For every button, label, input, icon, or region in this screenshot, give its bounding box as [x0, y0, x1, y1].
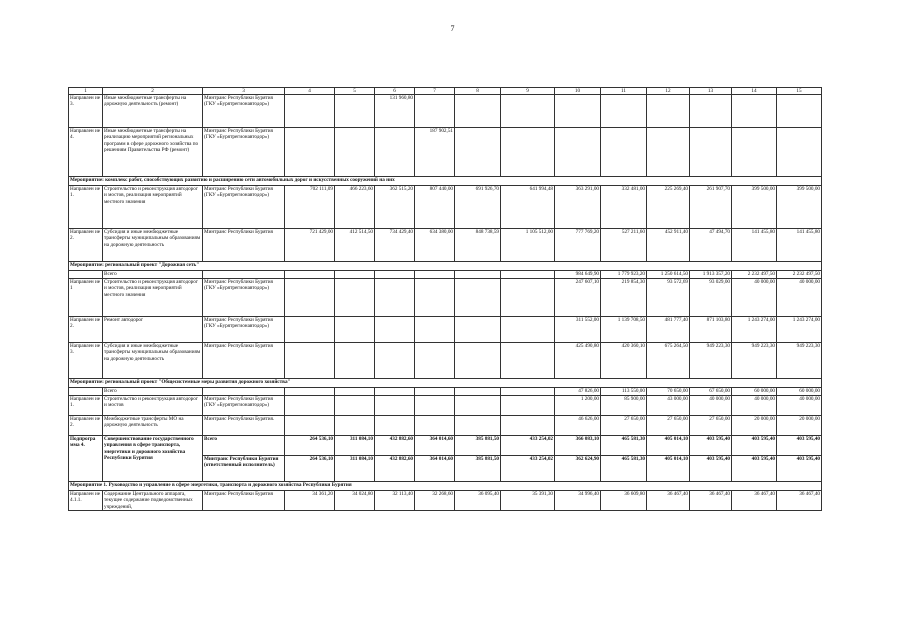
row-value: 403 595,40: [732, 436, 777, 456]
row-value: 807 440,00: [415, 186, 455, 229]
row-value: 777 769,20: [555, 229, 601, 262]
row-code: [69, 388, 103, 396]
section-title: Мероприятие: комплекс работ, способствующих развитию и расширению сети автомобильных дорог и искусственных сооружений на них: [69, 177, 822, 186]
row-title: Ремонт автодорог: [103, 317, 203, 343]
row-value: 131 960,80: [375, 95, 415, 128]
row-value: 1 139 708,50: [601, 317, 647, 343]
row-code: Направлен ие 1.: [69, 396, 103, 416]
row-value: 141 455,80: [732, 229, 777, 262]
row-value: 2 232 497,50: [777, 271, 822, 279]
row-value: [455, 343, 501, 379]
row-value: 2 232 497,50: [732, 271, 777, 279]
row-value: [285, 416, 335, 436]
subprogram-executor: Минтранс Республики Бурятия (ответственный исполнитель): [203, 456, 285, 482]
row-value: [415, 95, 455, 128]
row-value: [335, 271, 375, 279]
row-value: [285, 128, 335, 177]
row-value: [732, 95, 777, 128]
row-value: 332 481,00: [601, 186, 647, 229]
column-number: 6: [375, 88, 415, 95]
row-value: 364 014,60: [415, 436, 455, 456]
row-executor: [203, 388, 285, 396]
row-value: [375, 396, 415, 416]
row-code: Направлен ие 3.: [69, 95, 103, 128]
row-value: 634 380,00: [415, 229, 455, 262]
row-executor: Минтранс Республики Бурятия (ГКУ «Бурятрегионавтодор»): [203, 279, 285, 317]
row-value: 1 200,00: [555, 396, 601, 416]
row-value: [501, 317, 555, 343]
row-value: [335, 279, 375, 317]
row-value: [501, 279, 555, 317]
row-value: [375, 317, 415, 343]
row-value: 141 455,80: [777, 229, 822, 262]
row-value: 219 854,30: [601, 279, 647, 317]
row-value: [415, 317, 455, 343]
row-value: 691 926,70: [455, 186, 501, 229]
column-number-row: [69, 88, 822, 95]
row-value: 1 250 614,50: [647, 271, 690, 279]
row-title: Иные межбюджетные трансферты на дорожную деятельность (ремонт): [103, 95, 203, 128]
row-value: 871 103,80: [690, 317, 732, 343]
row-value: [375, 388, 415, 396]
section-header-row: [69, 177, 822, 186]
row-title: Субсидия и иные межбюджетные трансферты муниципальным образованиям на дорожную деятельность: [103, 343, 203, 379]
row-value: [285, 279, 335, 317]
table-row: [69, 388, 822, 396]
column-number: 15: [777, 88, 822, 95]
section-header-row: [69, 482, 822, 491]
row-value: [690, 128, 732, 177]
section-header-row: [69, 379, 822, 388]
row-value: [647, 128, 690, 177]
row-title: Строительство и реконструкция автодорог и мостов: [103, 396, 203, 416]
budget-table: [68, 87, 822, 511]
row-value: 261 907,70: [690, 186, 732, 229]
row-total-label: Всего: [103, 388, 203, 396]
row-value: 363 291,00: [555, 186, 601, 229]
table-row: [69, 95, 822, 128]
row-value: [555, 95, 601, 128]
row-executor: Минтранс Республики Бурятия: [203, 343, 285, 379]
column-number: 1: [69, 88, 103, 95]
column-number: 8: [455, 88, 501, 95]
row-executor: Минтранс Республики Бурятия (ГКУ «Бурятрегионавтодор»): [203, 186, 285, 229]
row-value: [285, 95, 335, 128]
row-value: [501, 388, 555, 396]
row-value: [455, 95, 501, 128]
column-number: 3: [203, 88, 285, 95]
row-code: Направлен ие 2.: [69, 416, 103, 436]
subprogram-name: Совершенствование государственного управления в сфере транспорта, энергетики и дорожного хозяйства Республики Бурятия: [103, 436, 203, 482]
row-value: [335, 343, 375, 379]
row-title: Содержание Центрального аппарата, текущее содержание подведомственных учреждений,: [103, 491, 203, 511]
row-title: Межбюджетные трансферты МО на дорожную деятельность: [103, 416, 203, 436]
row-value: [501, 128, 555, 177]
column-number: 12: [647, 88, 690, 95]
row-executor: Минтранс Республики Бурятия: [203, 491, 285, 511]
section-header-row: [69, 262, 822, 271]
row-value: 1 243 274,00: [777, 317, 822, 343]
row-value: 405 014,10: [647, 456, 690, 482]
subprogram-row-total: [69, 436, 822, 456]
row-value: 40 000,00: [777, 279, 822, 317]
column-number: 11: [601, 88, 647, 95]
row-value: [375, 416, 415, 436]
row-value: 412 514,50: [335, 229, 375, 262]
row-value: [335, 396, 375, 416]
row-total-label: Всего: [103, 271, 203, 279]
row-value: 432 882,60: [375, 436, 415, 456]
row-value: 465 581,30: [601, 456, 647, 482]
row-value: 27 650,00: [647, 416, 690, 436]
row-code: Направлен ие 1.: [69, 186, 103, 229]
row-value: [375, 128, 415, 177]
row-value: 20 000,00: [777, 416, 822, 436]
row-value: 385 881,50: [455, 456, 501, 482]
row-executor: Минтранс Республики Бурятия (ГКУ «Бурятрегионавтодор»): [203, 396, 285, 416]
row-value: 264 536,10: [285, 436, 335, 456]
row-title: Субсидия и иные межбюджетные трансферты муниципальным образованиям на дорожную деятельность: [103, 229, 203, 262]
row-value: 34 361,20: [285, 491, 335, 511]
row-value: 364 014,60: [415, 456, 455, 482]
column-number: 4: [285, 88, 335, 95]
section-title: Мероприятие: региональный проект "Общесистемные меры развития дорожного хозяйства": [69, 379, 822, 388]
row-value: 403 595,40: [690, 436, 732, 456]
row-code: Направлен ие 4.: [69, 128, 103, 177]
row-value: 93 029,00: [690, 279, 732, 317]
row-value: 675 264,50: [647, 343, 690, 379]
row-value: 36 467,40: [690, 491, 732, 511]
row-value: [415, 416, 455, 436]
row-value: 399 500,00: [777, 186, 822, 229]
row-value: [555, 128, 601, 177]
column-number: 14: [732, 88, 777, 95]
row-value: [335, 416, 375, 436]
row-value: [375, 271, 415, 279]
row-value: 40 000,00: [732, 396, 777, 416]
row-value: [455, 279, 501, 317]
row-title: Иные межбюджетные трансферты на реализацию мероприятий региональных программ в сфере дорожного хозяйства по решениям Правительства РФ (ремонт): [103, 128, 203, 177]
row-value: 432 882,60: [375, 456, 415, 482]
table-row: [69, 491, 822, 511]
row-executor: Минтранс Республики Бурятия: [203, 229, 285, 262]
row-code: Направлен ие 3.: [69, 343, 103, 379]
row-executor: Минтранс Республики Бурятия (ГКУ «Бурятрегионавтодор»): [203, 128, 285, 177]
row-code: Направлен ие 1: [69, 279, 103, 317]
row-title: Строительство и реконструкция автодорог и мостов, реализация мероприятий местного значения: [103, 279, 203, 317]
row-value: [601, 95, 647, 128]
row-value: [455, 416, 501, 436]
row-value: 425 490,80: [555, 343, 601, 379]
row-value: [285, 388, 335, 396]
row-value: 527 211,60: [601, 229, 647, 262]
row-value: [375, 279, 415, 317]
row-value: [415, 271, 455, 279]
row-value: 949 223,30: [690, 343, 732, 379]
row-value: 113 550,00: [601, 388, 647, 396]
row-value: 32 113,40: [375, 491, 415, 511]
column-number: 9: [501, 88, 555, 95]
row-value: [335, 388, 375, 396]
row-value: [501, 271, 555, 279]
row-value: [455, 271, 501, 279]
table-row: [69, 343, 822, 379]
row-executor: Минтранс Республики Бурятия (ГКУ «Бурятрегионавтодор»): [203, 317, 285, 343]
row-value: 43 000,00: [647, 396, 690, 416]
row-value: 403 595,40: [732, 456, 777, 482]
row-value: 264 536,10: [285, 456, 335, 482]
row-value: 67 650,00: [690, 388, 732, 396]
table-row: [69, 271, 822, 279]
row-value: 47 494,70: [690, 229, 732, 262]
row-value: [455, 128, 501, 177]
row-value: 36 467,40: [647, 491, 690, 511]
row-value: 225 269,40: [647, 186, 690, 229]
row-value: 70 650,00: [647, 388, 690, 396]
row-value: 36 467,40: [732, 491, 777, 511]
row-value: 984 649,90: [555, 271, 601, 279]
row-value: 34 024,80: [335, 491, 375, 511]
row-value: [285, 343, 335, 379]
subprogram-code: Подпрогра мма 4.: [69, 436, 103, 482]
row-value: [501, 396, 555, 416]
row-code: Направлен ие 2.: [69, 229, 103, 262]
table-row: [69, 317, 822, 343]
row-value: 47 826,00: [555, 388, 601, 396]
row-value: [501, 95, 555, 128]
row-value: 481 777,40: [647, 317, 690, 343]
table-row: [69, 128, 822, 177]
row-value: 60 000,00: [777, 388, 822, 396]
column-number: 10: [555, 88, 601, 95]
row-value: 247 607,10: [555, 279, 601, 317]
table-row: [69, 279, 822, 317]
row-value: 35 391,30: [501, 491, 555, 511]
row-value: 362 515,20: [375, 186, 415, 229]
row-value: 403 595,40: [777, 436, 822, 456]
row-value: 32 268,60: [415, 491, 455, 511]
row-value: 1 913 357,20: [690, 271, 732, 279]
row-title: Строительство и реконструкция автодорог и мостов, реализация мероприятий местного значения: [103, 186, 203, 229]
row-value: 1 243 274,00: [732, 317, 777, 343]
row-value: 385 881,50: [455, 436, 501, 456]
row-value: [455, 396, 501, 416]
row-value: 20 000,00: [732, 416, 777, 436]
row-value: [777, 128, 822, 177]
row-value: [415, 279, 455, 317]
row-value: 734 429,40: [375, 229, 415, 262]
row-value: 40 000,00: [690, 396, 732, 416]
row-value: 34 996,40: [555, 491, 601, 511]
column-number: 13: [690, 88, 732, 95]
row-value: 641 994,48: [501, 186, 555, 229]
row-value: [285, 271, 335, 279]
row-executor: [203, 271, 285, 279]
subprogram-total-label: Всего: [203, 436, 285, 456]
row-value: 420 360,10: [601, 343, 647, 379]
section-title: Мероприятие: региональный проект "Дорожная сеть": [69, 262, 822, 271]
row-value: [335, 128, 375, 177]
row-value: 27 650,00: [601, 416, 647, 436]
row-value: 452 911,40: [647, 229, 690, 262]
row-executor: Минтранс Республики Бурятия (ГКУ «Бурятрегионавтодор»): [203, 95, 285, 128]
row-value: 40 000,00: [732, 279, 777, 317]
row-code: [69, 271, 103, 279]
row-value: [415, 388, 455, 396]
row-value: [601, 128, 647, 177]
row-value: [732, 128, 777, 177]
column-number: 5: [335, 88, 375, 95]
row-value: [285, 317, 335, 343]
row-value: [501, 416, 555, 436]
row-code: Направлен ие 4.1.1.: [69, 491, 103, 511]
row-value: 1 105 512,00: [501, 229, 555, 262]
row-value: [501, 343, 555, 379]
row-value: 362 624,90: [555, 456, 601, 482]
column-number: 7: [415, 88, 455, 95]
row-value: [415, 396, 455, 416]
row-value: 36 095,40: [455, 491, 501, 511]
row-value: [335, 317, 375, 343]
row-value: [455, 317, 501, 343]
column-number: 2: [103, 88, 203, 95]
row-value: 433 254,02: [501, 456, 555, 482]
table-row: [69, 186, 822, 229]
page-number: 7: [450, 24, 455, 33]
row-executor: Минтранс Республики Бурятия.: [203, 416, 285, 436]
row-value: 403 595,40: [777, 456, 822, 482]
row-value: [375, 343, 415, 379]
row-value: 721 429,00: [285, 229, 335, 262]
row-value: 949 223,30: [777, 343, 822, 379]
row-value: 85 900,00: [601, 396, 647, 416]
row-value: 433 254,02: [501, 436, 555, 456]
section-title: Мероприятие 1. Руководство и управление в сфере энергетики, транспорта и дорожного хозяйства Республики Бурятия: [69, 482, 822, 491]
row-value: 466 223,60: [335, 186, 375, 229]
row-value: 702 111,09: [285, 186, 335, 229]
table-row: [69, 416, 822, 436]
row-value: 399 500,00: [732, 186, 777, 229]
row-value: 311 084,10: [335, 456, 375, 482]
row-value: 36 609,80: [601, 491, 647, 511]
row-value: 949 223,30: [732, 343, 777, 379]
row-value: [415, 343, 455, 379]
row-value: 311 084,10: [335, 436, 375, 456]
table-row: [69, 396, 822, 416]
row-value: 27 650,00: [690, 416, 732, 436]
row-value: 1 779 923,20: [601, 271, 647, 279]
row-value: 40 000,00: [777, 396, 822, 416]
table-row: [69, 229, 822, 262]
row-value: 366 083,10: [555, 436, 601, 456]
row-value: [647, 95, 690, 128]
row-value: 187 902,51: [415, 128, 455, 177]
row-value: 46 626,00: [555, 416, 601, 436]
row-value: 848 738,59: [455, 229, 501, 262]
row-value: 36 467,40: [777, 491, 822, 511]
row-code: Направлен ие 2.: [69, 317, 103, 343]
row-value: [455, 388, 501, 396]
row-value: 405 014,10: [647, 436, 690, 456]
row-value: 93 572,69: [647, 279, 690, 317]
row-value: 465 581,30: [601, 436, 647, 456]
row-value: [335, 95, 375, 128]
row-value: 311 552,00: [555, 317, 601, 343]
row-value: [690, 95, 732, 128]
row-value: 403 595,40: [690, 456, 732, 482]
row-value: 60 000,00: [732, 388, 777, 396]
row-value: [777, 95, 822, 128]
row-value: [285, 396, 335, 416]
